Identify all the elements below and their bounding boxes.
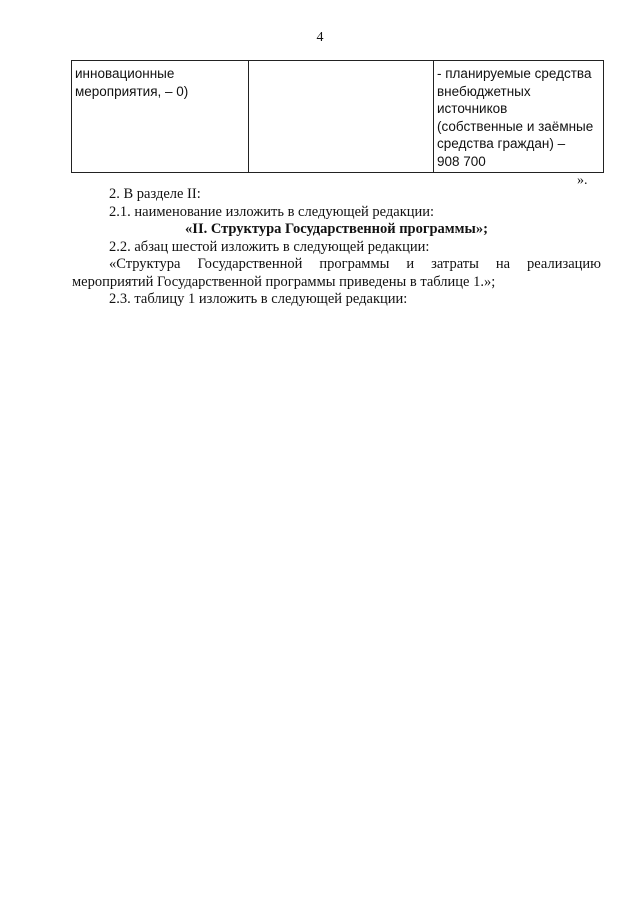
cell-line: 908 700	[437, 153, 486, 169]
paragraph-item-2-1: 2.1. наименование изложить в следующей редакции:	[109, 203, 435, 220]
paragraph-quote-line1: «Структура Государственной программы и затраты на реализацию	[109, 256, 601, 272]
cell-line: (собственные и заёмные	[437, 118, 594, 134]
continuation-table	[71, 60, 604, 173]
table-cell-col3	[434, 61, 604, 173]
cell-line: источников	[437, 101, 508, 116]
page-number: 4	[316, 30, 324, 45]
document-body	[72, 186, 601, 309]
paragraph-quote-line2: мероприятий Государственной программы приведены в таблице 1.»;	[72, 273, 496, 290]
paragraph-item-2-2: 2.2. абзац шестой изложить в следующей редакции:	[109, 238, 430, 255]
cell-line: внебюджетных	[437, 83, 531, 99]
cell-line: мероприятия, – 0)	[75, 83, 189, 99]
paragraph-item-2-3: 2.3. таблицу 1 изложить в следующей редакции:	[109, 291, 408, 307]
cell-line: средства граждан) –	[437, 136, 566, 151]
paragraph-section-ref: 2. В разделе II:	[109, 186, 201, 202]
cell-line: инновационные	[75, 66, 175, 81]
cell-line: - планируемые средства	[437, 66, 592, 81]
table-cell-col1	[72, 61, 249, 173]
table-cell-col2	[249, 61, 434, 173]
table-row	[72, 61, 604, 173]
closing-quote: ».	[577, 173, 588, 188]
section-heading: «II. Структура Государственной программы»;	[185, 221, 488, 237]
